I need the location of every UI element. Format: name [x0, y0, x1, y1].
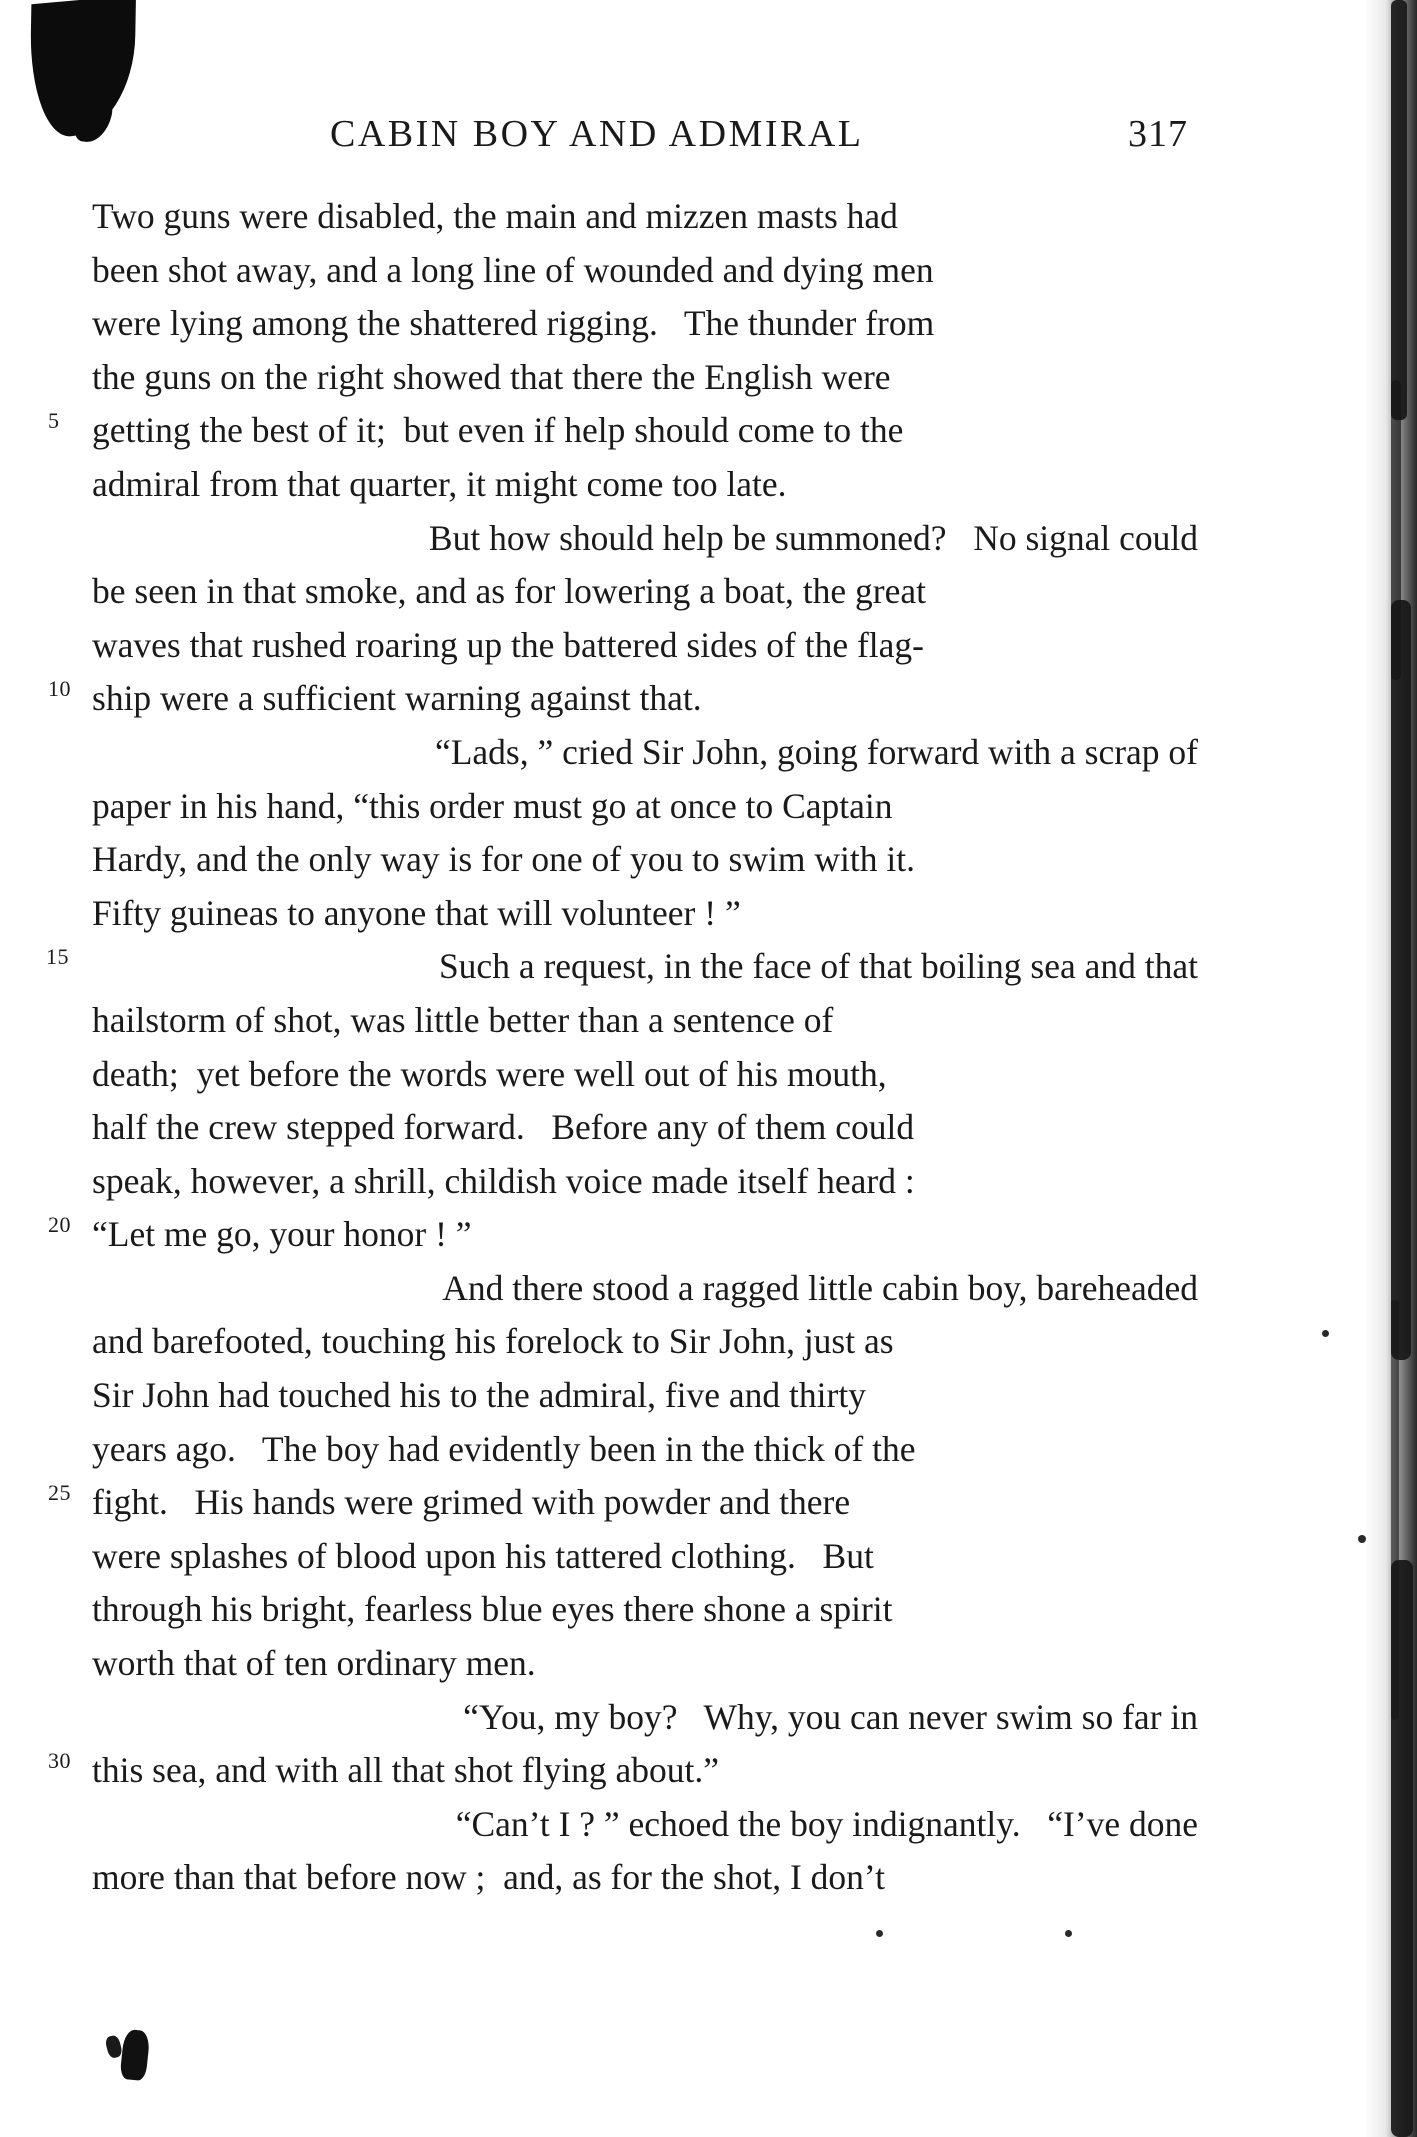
- text-line: admiral from that quarter, it might come too late.: [92, 463, 787, 504]
- text-line: Sir John had touched his to the admiral, five and thirty: [92, 1375, 866, 1416]
- paragraph: [92, 1798, 1198, 1905]
- text-line: hailstorm of shot, was little better than a sentence of: [92, 999, 834, 1040]
- page-header: [90, 112, 1210, 156]
- text-line: half the crew stepped forward. Before any of them could: [92, 1107, 915, 1148]
- line-number: 20: [48, 1212, 71, 1237]
- running-head: CABIN BOY AND ADMIRAL: [330, 113, 864, 155]
- text-line: worth that of ten ordinary men.: [92, 1643, 536, 1684]
- line-number: 5: [48, 408, 60, 433]
- text-line: years ago. The boy had evidently been in the thick of the: [92, 1428, 916, 1469]
- text-line: Fifty guineas to anyone that will volunteer ! ”: [92, 892, 741, 933]
- text-line: been shot away, and a long line of wounded and dying men: [92, 249, 934, 290]
- paragraph: [92, 1262, 1198, 1691]
- paragraph: [92, 726, 1198, 940]
- paragraph: [92, 512, 1198, 726]
- line-number: 15: [46, 944, 69, 969]
- text-line: speak, however, a shrill, childish voice made itself heard :: [92, 1160, 915, 1201]
- line-number: 25: [48, 1480, 71, 1505]
- line-number: 10: [48, 676, 71, 701]
- text-line: “Can’t I ? ” echoed the boy indignantly. “I’ve done: [455, 1803, 1198, 1844]
- text-line: “Let me go, your honor ! ”: [92, 1214, 472, 1255]
- text-line: paper in his hand, “this order must go at once to Captain: [92, 785, 893, 826]
- text-line: more than that before now ; and, as for the shot, I don’t: [92, 1857, 885, 1898]
- text-line: But how should help be summoned? No signal could: [428, 517, 1198, 558]
- text-line: ship were a sufficient warning against that.: [92, 678, 702, 719]
- text-line: fight. His hands were grimed with powder and there: [92, 1482, 851, 1523]
- text-line: And there stood a ragged little cabin boy, bareheaded: [442, 1267, 1198, 1308]
- text-line: Two guns were disabled, the main and mizzen masts had: [92, 196, 898, 236]
- text-line: Hardy, and the only way is for one of you to swim with it.: [92, 839, 915, 880]
- text-line: getting the best of it; but even if help should come to the: [92, 410, 904, 451]
- text-line: and barefooted, touching his forelock to Sir John, just as: [92, 1321, 894, 1362]
- paragraph: [92, 1691, 1198, 1798]
- text-line: were splashes of blood upon his tattered clothing. But: [92, 1535, 874, 1576]
- text-line: death; yet before the words were well out of his mouth,: [92, 1053, 887, 1094]
- page-number: 317: [1128, 113, 1188, 155]
- paragraph: [92, 940, 1198, 1262]
- text-line: be seen in that smoke, and as for lowering a boat, the great: [92, 571, 926, 612]
- text-line: “You, my boy? Why, you can never swim so far in: [463, 1696, 1198, 1737]
- text-line: “Lads, ” cried Sir John, going forward with a scrap of: [434, 731, 1198, 772]
- text-line: the guns on the right showed that there the English were: [92, 356, 891, 397]
- paragraph: [92, 190, 1198, 512]
- text-line: through his bright, fearless blue eyes there shone a spirit: [92, 1589, 893, 1630]
- line-number: 30: [48, 1748, 71, 1773]
- text-line: waves that rushed roaring up the battered sides of the flag-: [92, 624, 924, 665]
- text-line: were lying among the shattered rigging. The thunder from: [92, 303, 935, 344]
- text-line: Such a request, in the face of that boiling sea and that: [438, 946, 1198, 987]
- body-text-column: [92, 190, 1198, 1905]
- text-line: this sea, and with all that shot flying about.”: [92, 1750, 720, 1791]
